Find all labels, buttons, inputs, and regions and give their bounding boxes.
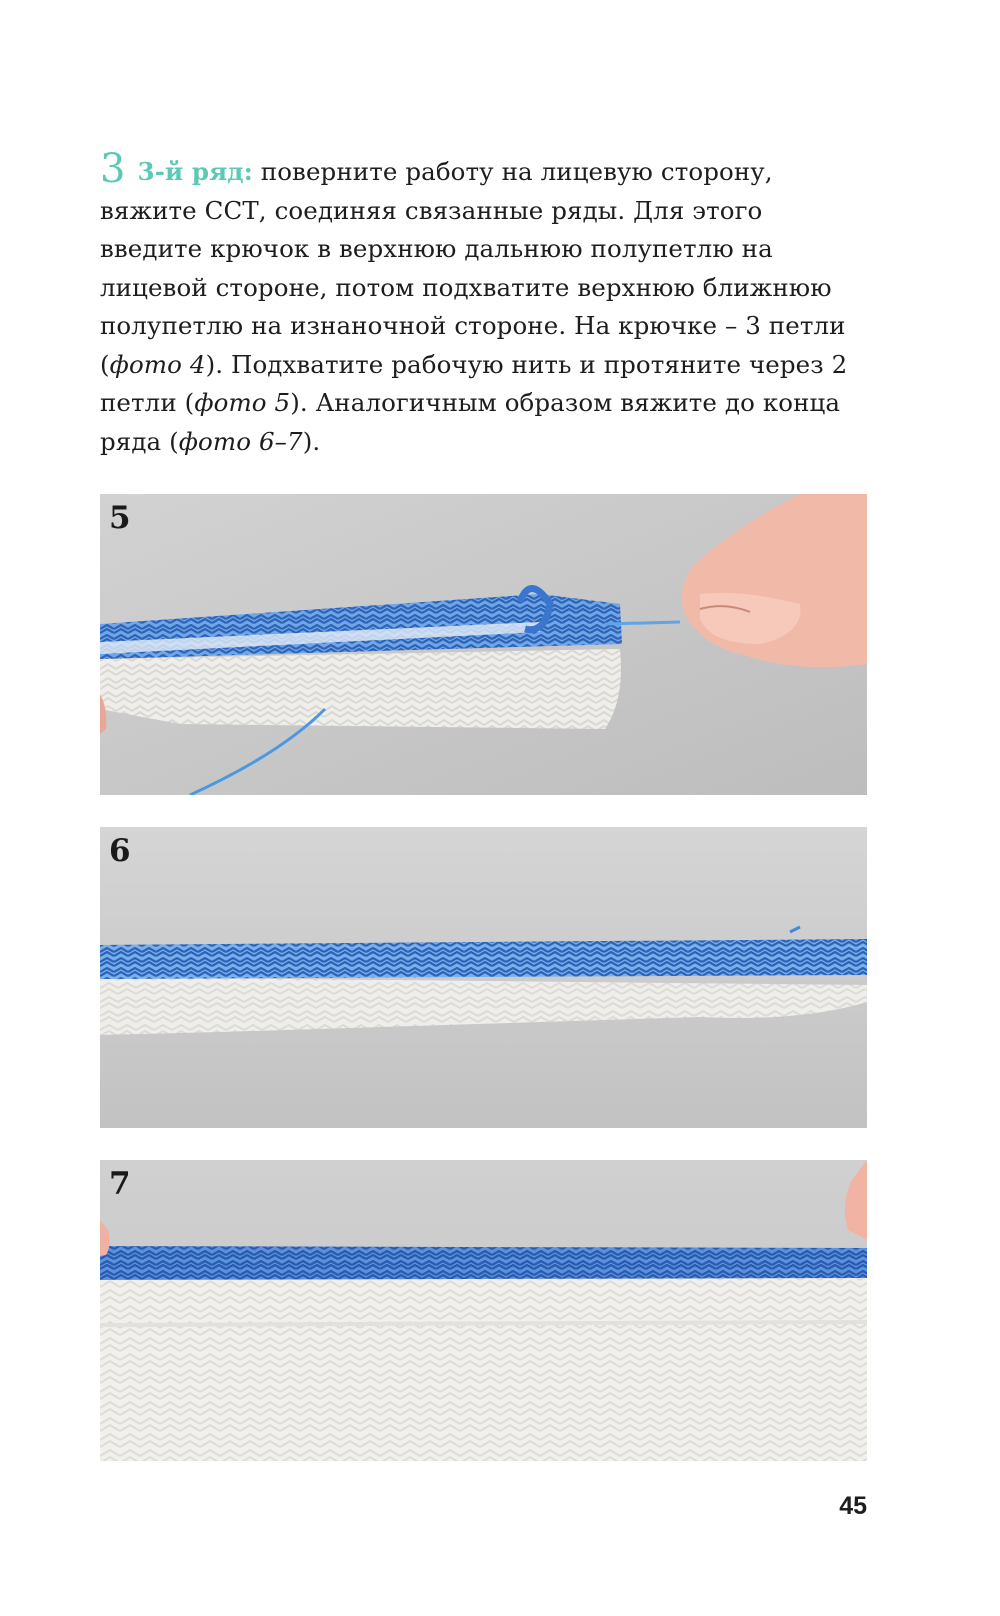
photo-label: 6 bbox=[109, 833, 131, 869]
step-text-3: ). Аналогичным образом вяжите до конца ряда ( bbox=[100, 388, 841, 456]
crochet-photo-6-image bbox=[100, 827, 867, 1128]
step-text-1: поверните работу на лицевую сторону, вяжите ССТ, соединяя связанные ряды. Для этого введите крючок в верхнюю дальнюю полупетлю на лицевой стороне, потом подхватите верхнюю ближнюю полупетлю на изнаночной стороне. На крючке – 3 петли ( bbox=[100, 157, 846, 379]
step-label: 3-й ряд: bbox=[137, 157, 253, 186]
photo-7 bbox=[100, 1160, 867, 1461]
crochet-photo-5-image bbox=[100, 494, 867, 795]
step-text-4: ). bbox=[302, 426, 321, 456]
photo-6 bbox=[100, 827, 867, 1128]
photo-reference: фото 6–7 bbox=[178, 426, 303, 456]
page-number: 45 bbox=[839, 1492, 867, 1520]
step-3-paragraph bbox=[100, 146, 870, 461]
crochet-photo-7-image bbox=[100, 1160, 867, 1461]
photo-label: 7 bbox=[109, 1166, 131, 1202]
step-number: 3 bbox=[100, 146, 126, 192]
photo-reference: фото 4 bbox=[109, 349, 206, 379]
photo-5 bbox=[100, 494, 867, 795]
photo-label: 5 bbox=[109, 500, 131, 536]
step-text-2: ). Подхватите рабочую нить и протяните через 2 петли ( bbox=[100, 349, 848, 417]
photo-reference: фото 5 bbox=[194, 388, 291, 417]
